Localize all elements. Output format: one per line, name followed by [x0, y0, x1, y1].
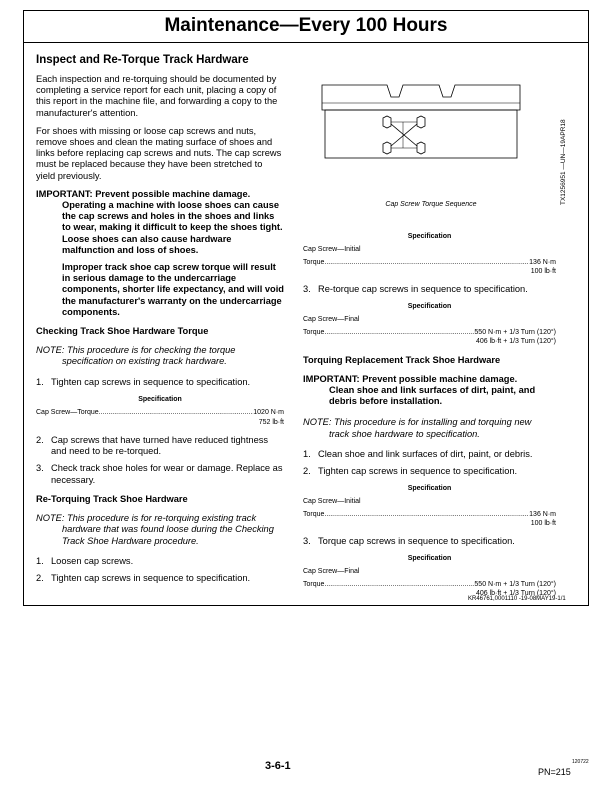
replacement-step-3	[303, 536, 556, 547]
step-number: 3.	[303, 283, 311, 294]
retorque-step-2	[36, 573, 284, 584]
replacement-note-line1: NOTE: This procedure is for installing and torquing new	[303, 417, 532, 428]
checking-note-line1: NOTE: This procedure is for checking the torque	[36, 345, 236, 356]
retorque-sequence-step	[303, 284, 556, 295]
step-text: Re-torque cap screws in sequence to specification.	[318, 283, 528, 294]
spec-torque-label: Torque	[303, 510, 325, 518]
section-title: Inspect and Re-Torque Track Hardware	[36, 54, 249, 66]
spec-heading: Specification	[138, 395, 182, 403]
step-number: 3.	[303, 535, 311, 546]
spec-value-imperial: 100 lb·ft	[530, 520, 556, 528]
replacement-step-1	[303, 449, 556, 460]
checking-step-3	[36, 463, 284, 485]
step-number: 3.	[36, 463, 44, 474]
spec-heading: Specification	[407, 555, 452, 563]
spec-row-final-torque	[303, 328, 556, 338]
reference-code: KR46761,0001110 -19-08MAY19-1/1	[468, 596, 566, 602]
spec-item-final: Cap Screw—Final	[303, 568, 360, 576]
checking-title: Checking Track Shoe Hardware Torque	[36, 326, 209, 337]
leader-dots	[324, 580, 474, 590]
spec-heading: Specification	[407, 233, 452, 240]
spec-heading: Specification	[407, 485, 452, 493]
checking-note-line2: specification on existing track hardware.	[62, 356, 227, 367]
paragraph-documentation: Each inspection and re-torquing should be documented by completing a service report for each unit, placing a copy of this report in the machine file, and forwarding a copy to the manufacturer's attention.	[36, 74, 278, 118]
important-text: Clean shoe and link surfaces of dirt, paint, and debris before installation.	[329, 385, 536, 407]
figure-caption: Cap Screw Torque Sequence	[385, 201, 477, 208]
step-text: Tighten cap screws in sequence to specification.	[51, 572, 251, 583]
checking-step-2	[36, 435, 284, 457]
page-title: Maintenance—Every 100 Hours	[23, 10, 589, 43]
important-text-2: Improper track shoe cap screw torque will result in serious damage to the undercarriage components, shorter life expectancy, and will void the manufacturer's warranty on the undercarriage components.	[62, 262, 284, 317]
leader-dots	[324, 328, 474, 338]
replacement-important	[303, 374, 556, 408]
step-text: Loosen cap screws.	[51, 555, 134, 566]
spec-row-torque	[36, 408, 284, 418]
spec-torque-label: Torque	[303, 258, 325, 266]
step-number: 1.	[36, 376, 44, 387]
spec-item-initial: Cap Screw—Initial	[303, 246, 361, 254]
spec-value-metric: 136 N·m	[529, 510, 556, 518]
replacement-title: Torquing Replacement Track Shoe Hardware	[303, 354, 501, 365]
figure-code: TX1256951 —UN—19APR18	[560, 119, 567, 205]
step-number: 1.	[303, 448, 311, 459]
important-notice	[36, 189, 284, 318]
track-shoe-diagram	[321, 84, 521, 160]
retorque-note	[36, 513, 284, 547]
important-text-1: Operating a machine with loose shoes can cause the cap screws and holes in the shoes and links to wear, making it difficult to keep the shoes tight. Loose shoes can also cause hardware malfunction and loss of shoes.	[62, 200, 283, 255]
footer-small-code: 120722	[572, 759, 589, 765]
retorque-note-line1: NOTE: This procedure is for re-torquing existing track	[36, 513, 257, 524]
step-text: Clean shoe and link surfaces of dirt, paint, or debris.	[318, 448, 533, 459]
spec-item: Cap Screw—Torque	[36, 409, 99, 417]
replacement-step-2	[303, 466, 556, 477]
retorque-note-line2: hardware that was found loose during the Checking Track Shoe Hardware procedure.	[62, 524, 274, 546]
step-text: Tighten cap screws in sequence to specification.	[51, 376, 251, 387]
step-text: Tighten cap screws in sequence to specification.	[318, 466, 518, 477]
page-number: 3-6-1	[265, 760, 291, 772]
spec-value-metric: 136 N·m	[529, 258, 556, 266]
leader-dots	[99, 408, 254, 418]
retorque-title: Re-Torquing Track Shoe Hardware	[36, 493, 188, 504]
spec-item-final: Cap Screw—Final	[303, 316, 360, 324]
paragraph-missing-shoes: For shoes with missing or loose cap screws and nuts, remove shoes and clean the mating surface of shoes and links before replacing cap screws and nuts. The cap screws must be replaced because they have been stretched to yield previously.	[36, 125, 282, 181]
spec-item-initial: Cap Screw—Initial	[303, 498, 361, 506]
replacement-note	[303, 417, 556, 439]
spec-row-initial-torque	[303, 258, 556, 268]
step-number: 1.	[36, 555, 44, 566]
step-text: Cap screws that have turned have reduced tightness and need to be re-torqued.	[51, 435, 269, 457]
checking-step-1	[36, 377, 284, 388]
step-text: Torque cap screws in sequence to specification.	[318, 535, 515, 546]
cap-screw-sequence-figure	[321, 84, 521, 160]
step-number: 2.	[36, 572, 44, 583]
leader-dots	[324, 510, 529, 520]
step-number: 2.	[303, 466, 311, 477]
spec-value-metric: 550 N·m + 1/3 Turn (120°)	[474, 580, 556, 588]
spec-value-imperial: 100 lb·ft	[530, 268, 556, 276]
left-column	[36, 74, 284, 584]
spec-value-imperial: 752 lb·ft	[258, 418, 284, 426]
important-label: IMPORTANT: Prevent possible machine damage.	[303, 373, 518, 384]
spec-value-metric: 550 N·m + 1/3 Turn (120°)	[474, 328, 556, 336]
right-column	[303, 231, 556, 599]
spec-value-imperial: 406 lb·ft + 1/3 Turn (120°)	[475, 590, 556, 598]
checking-note	[36, 345, 284, 367]
spec-torque-label: Torque	[303, 580, 325, 588]
spec-torque-label: Torque	[303, 328, 325, 336]
retorque-step-1	[36, 556, 284, 567]
step-text: Check track shoe holes for wear or damage. Replace as necessary.	[51, 463, 283, 485]
spec-row-initial-torque	[303, 510, 556, 520]
spec-row-final-torque	[303, 580, 556, 590]
replacement-note-line2: track shoe hardware to specification.	[329, 428, 480, 439]
spec-value-imperial: 406 lb·ft + 1/3 Turn (120°)	[475, 338, 556, 346]
step-number: 2.	[36, 435, 44, 446]
pn-number: PN=215	[538, 767, 571, 777]
leader-dots	[324, 258, 529, 268]
spec-value-metric: 1020 N·m	[253, 409, 284, 417]
spec-heading: Specification	[407, 302, 452, 310]
important-label: IMPORTANT: Prevent possible machine damage.	[36, 188, 251, 199]
